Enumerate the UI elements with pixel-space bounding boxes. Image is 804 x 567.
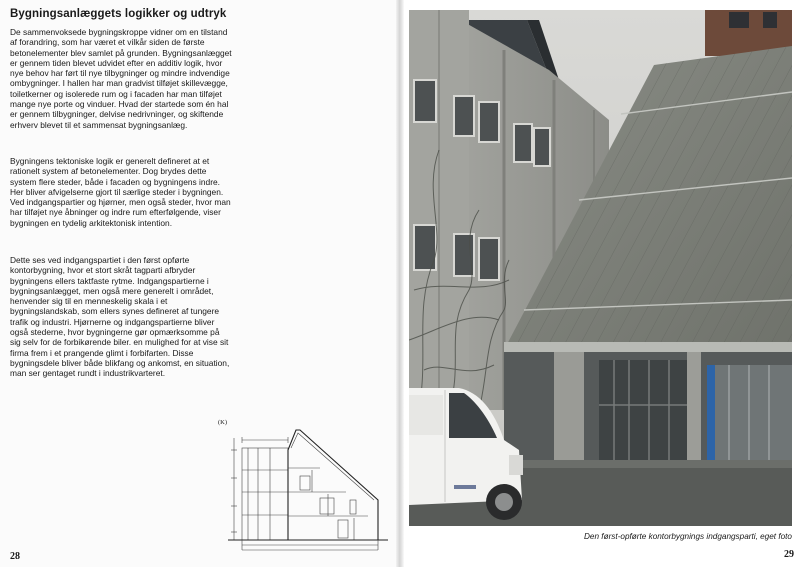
section-drawing: [228, 420, 388, 553]
right-page: [404, 0, 804, 567]
left-page: [0, 0, 400, 567]
body-paragraph-2: Bygningens tektoniske logik er generelt defineret at et rationelt system af betonelementer. Dog brydes dette system flere steder, både i facaden og bygningens indre. Her bliver afvigelserne gjort til særlige steder i bygningen. Ved indgangspartier og hjørner, men også steder, hvor man har tilføjet nye åbninger og indre rum efterfølgende, viser bygningen en tydelig arkitektonisk intention.: [10, 156, 231, 228]
page-number-left: 28: [10, 551, 20, 562]
page-number-right: 29: [784, 549, 794, 560]
section-title: Bygningsanlæggets logikker og udtryk: [10, 8, 227, 20]
body-paragraph-3: Dette ses ved indgangspartiet i den først opførte kontorbygning, hvor et stort skråt tagparti afbryder bygningens ellers taktfaste rytme. Indgangspartierne i bygningsanlægget, men også mere generelt i området, henvender sig til en menneskelig skala i et bygningslandskab, som ellers synes defineret af tungere trafik og industri. Hjørnerne og indgangspartierne bliver også stederne, hvor bygningerne gør opmærksomme på sig selv for de forbikørende biler. en mulighed for at vise sit firma frem i et prangende glimt i forbifarten. Disse bygningsdele bliver både blikfang og ankomst, en situation, man ser gentaget rundt i industrikvarteret.: [10, 255, 230, 379]
photo-caption: Den først-opførte kontorbygnings indgangsparti, eget foto: [584, 532, 792, 541]
book-gutter: [396, 0, 404, 567]
body-paragraph-1: De sammenvoksede bygningskroppe vidner om en tilstand af forandring, som har været et vilkår siden de første betonelementer blev samlet på grunden. Bygningsanlægget er gennem tiden blevet udvidet efter en additiv logik, hvor nye behov har ført til nye tilbygninger og mindre indvendige ombygninger. I hallen har man gradvist tilføjet skillevægge, toiletkerner og isolerede rum og i facaden har man tilføjet mange nye porte og vinduer. Hvad der startede som én hal er gennem tilbygninger, delvise nedrivninger, og skiftende erhverv blevet til et sammensat bygningsanlæg.: [10, 27, 232, 130]
figure-label: (K): [218, 419, 228, 426]
building-photo: [409, 10, 792, 526]
